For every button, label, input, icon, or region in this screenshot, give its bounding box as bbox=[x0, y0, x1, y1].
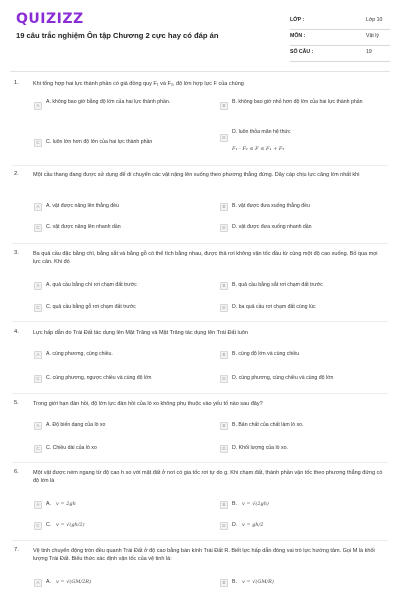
option-formula: v = √(gh/2) bbox=[56, 522, 85, 528]
option-letter-box: D bbox=[220, 522, 228, 530]
option-letter-box: A bbox=[34, 102, 42, 110]
option-text: D. vật được đưa xuống nhanh dần bbox=[232, 224, 312, 230]
option-text: A. không bao giờ bằng độ lớn của hai lực thành phần. bbox=[46, 99, 171, 105]
meta-row-count bbox=[290, 46, 390, 62]
option-text: B. Bản chất của chất làm lò xo. bbox=[232, 422, 304, 428]
option-letter-box: D bbox=[220, 134, 228, 142]
question-number: 1. bbox=[14, 80, 19, 86]
option-text: B. vật được đưa xuống thẳng đều bbox=[232, 203, 310, 209]
option-text: B. bbox=[232, 579, 237, 585]
meta-value: Lớp 10 bbox=[366, 17, 383, 23]
meta-key: SỐ CÂU : bbox=[290, 49, 314, 55]
option-text: D. bbox=[232, 522, 238, 528]
question-divider bbox=[12, 462, 388, 463]
option-formula: v = √(GM/R) bbox=[242, 579, 274, 585]
option-letter-box: C bbox=[34, 445, 42, 453]
question-text: Vệ tinh chuyển động tròn đều quanh Trái Đất ở độ cao bằng bán kính Trái Đất R. Biết lực hấp dẫn đóng vai trò lực hướng tâm. Gọi M là khối lượng Trái Đất. Biểu thức xác định vận tốc của vệ tinh là: bbox=[33, 548, 375, 562]
option-letter-box: B bbox=[220, 501, 228, 509]
quizizz-logo: QUIZIZZ bbox=[16, 11, 84, 27]
option-text: D. Khối lượng của lò xo. bbox=[232, 445, 288, 451]
option-letter-box: A bbox=[34, 579, 42, 587]
header-divider bbox=[10, 71, 390, 72]
option-letter-box: B bbox=[220, 282, 228, 290]
meta-key: MÔN : bbox=[290, 33, 306, 39]
option-text: B. không bao giờ nhỏ hơn độ lớn của hai lực thành phần bbox=[232, 99, 363, 105]
question-text: Một vật được ném ngang từ độ cao h so với mặt đất ở nơi có gia tốc rơi tự do g. Khi chạm đất, thành phần vận tốc theo phương thẳng đứng có độ lớn là bbox=[33, 470, 383, 484]
question-divider bbox=[12, 393, 388, 394]
option-letter-box: B bbox=[220, 422, 228, 430]
meta-row-subject bbox=[290, 30, 390, 46]
question-number: 6. bbox=[14, 469, 19, 475]
worksheet-header bbox=[0, 0, 400, 72]
option-letter-box: C bbox=[34, 522, 42, 530]
question-divider bbox=[12, 321, 388, 322]
question-text: Ba quả cầu đặc bằng chì, bằng sắt và bằng gỗ có thể tích bằng nhau, được thả rơi không vận tốc đầu từ cùng một độ cao xuống. Bỏ qua mọi lực cản. Khi đó bbox=[33, 251, 378, 265]
option-text: A. Độ biến dạng của lò xo bbox=[46, 422, 106, 428]
option-letter-box: D bbox=[220, 224, 228, 232]
option-text: B. quả cầu bằng sắt rơi chạm đất trước bbox=[232, 282, 323, 288]
option-text: C. quả cầu bằng gỗ rơi chạm đất trước bbox=[46, 304, 136, 310]
option-letter-box: D bbox=[220, 445, 228, 453]
option-text: B. bbox=[232, 501, 237, 507]
option-letter-box: A bbox=[34, 351, 42, 359]
question-text: Khi tổng hợp hai lực thành phần có giá đồng quy F₁ và F₂, độ lớn hợp lực F của chúng bbox=[33, 81, 244, 87]
option-letter-box: B bbox=[220, 203, 228, 211]
meta-value: Vật lý bbox=[366, 33, 379, 39]
option-text: C. luôn lớn hơn độ lớn của hai lực thành phần bbox=[46, 139, 153, 145]
option-letter-box: D bbox=[220, 375, 228, 383]
question-text: Trong giới hạn đàn hồi, độ lớn lực đàn hồi của lò xo không phụ thuộc vào yếu tố nào sau đây? bbox=[33, 401, 263, 407]
option-text: C. bbox=[46, 522, 52, 528]
option-letter-box: A bbox=[34, 203, 42, 211]
option-letter-box: C bbox=[34, 375, 42, 383]
option-letter-box: A bbox=[34, 501, 42, 509]
option-letter-box: B bbox=[220, 102, 228, 110]
question-divider bbox=[12, 243, 388, 244]
option-text: A. cùng phương, cùng chiều. bbox=[46, 351, 113, 357]
question-number: 5. bbox=[14, 400, 19, 406]
option-formula: v = √(2gh) bbox=[242, 501, 269, 507]
option-formula: v = √(GM/2R) bbox=[56, 579, 92, 585]
meta-value: 19 bbox=[366, 49, 372, 55]
option-text: C. cùng phương, ngược chiều và cùng độ lớn bbox=[46, 375, 152, 381]
option-formula: F₁ - F₂ ≤ F ≤ F₁ + F₂ bbox=[232, 146, 285, 152]
meta-key: LỚP : bbox=[290, 17, 305, 23]
option-letter-box: B bbox=[220, 579, 228, 587]
option-letter-box: B bbox=[220, 351, 228, 359]
option-letter-box: C bbox=[34, 224, 42, 232]
option-text: A. vật được nâng lên thẳng đều bbox=[46, 203, 119, 209]
option-text: B. cùng độ lớn và cùng chiều bbox=[232, 351, 300, 357]
option-formula: v = gh/2 bbox=[242, 522, 264, 528]
question-number: 7. bbox=[14, 547, 19, 553]
option-text: D. cùng phương, cùng chiều và cùng độ lớn bbox=[232, 375, 334, 381]
option-letter-box: D bbox=[220, 304, 228, 312]
meta-table bbox=[290, 14, 390, 62]
worksheet-title: 19 câu trắc nghiệm Ôn tập Chương 2 cực hay có đáp án bbox=[16, 31, 219, 40]
question-number: 3. bbox=[14, 250, 19, 256]
question-number: 4. bbox=[14, 329, 19, 335]
option-text: C. Chiều dài của lò xo bbox=[46, 445, 97, 451]
question-number: 2. bbox=[14, 171, 19, 177]
option-letter-box: C bbox=[34, 139, 42, 147]
question-divider bbox=[12, 540, 388, 541]
question-text: Lực hấp dẫn do Trái Đất tác dụng lên Mặt Trăng và Mặt Trăng tác dụng lên Trái Đất luôn bbox=[33, 330, 248, 336]
meta-row-class bbox=[290, 14, 390, 30]
question-text: Một cầu thang đang được sử dụng để di chuyển các vật nặng lên xuống theo phương thẳng đứng. Dây cáp chịu lực căng lớn nhất khi bbox=[33, 172, 360, 178]
option-letter-box: C bbox=[34, 304, 42, 312]
option-formula: v = 2gh bbox=[56, 501, 76, 507]
option-letter-box: A bbox=[34, 422, 42, 430]
option-text: A. bbox=[46, 579, 51, 585]
option-text: C. vật được nâng lên nhanh dần bbox=[46, 224, 121, 230]
option-text: D. ba quả cầu rơi chạm đất cùng lúc bbox=[232, 304, 316, 310]
option-text: A. quả cầu bằng chì rơi chạm đất trước bbox=[46, 282, 137, 288]
option-text: A. bbox=[46, 501, 51, 507]
option-letter-box: A bbox=[34, 282, 42, 290]
question-divider bbox=[12, 165, 388, 166]
option-text: D. luôn thỏa mãn hệ thức bbox=[232, 129, 291, 135]
